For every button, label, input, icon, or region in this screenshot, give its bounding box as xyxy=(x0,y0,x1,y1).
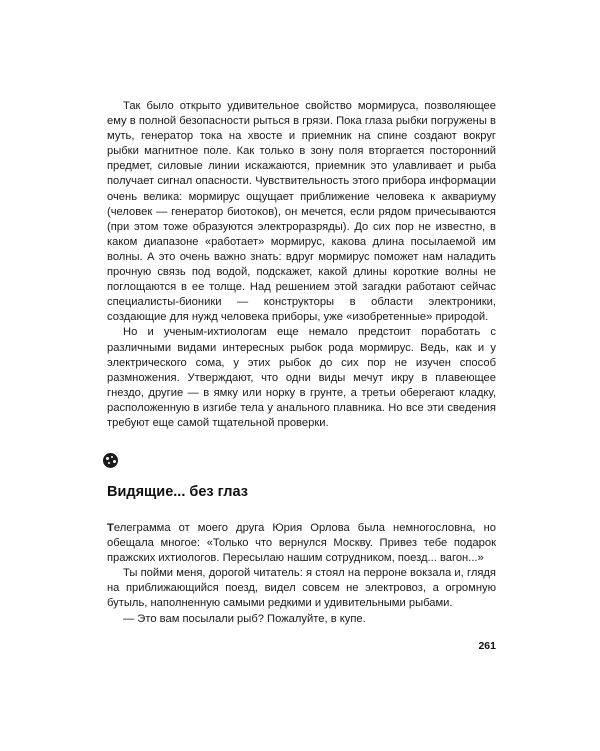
section-ornament-icon xyxy=(103,453,118,468)
paragraph-telegram-text: елеграмма от моего друга Юрия Орлова была немногословна, но обещала многое: «Только что вернулся Москву. Привез тебе подарок пражских ихтиологов. Пересылаю нашим сотрудником, поезд... вагон...» xyxy=(107,522,496,565)
paragraph-dialogue: — Это вам посылали рыб? Пожалуйте, в купе. xyxy=(123,612,366,625)
paragraph-mormyrus-breeding: Но и ученым-ихтиологам еще немало предстоит поработать с различными видами интересных рыбок рода мормирус. Ведь, как и у электрического сома, у этих рыбок до сих пор не изучен способ размножения. Утверждают, что одни виды мечут икру в плавеющее гнездо, другие — в ямку или норку в грунте, а третьи оберегают кладку, расположенную в изгибе тела у анального плавника. Но все эти сведения требуют еще самой тщательной проверки. xyxy=(107,326,496,429)
body-text xyxy=(107,99,496,431)
paragraph-telegram xyxy=(107,521,496,566)
paragraph-mormyrus-sense: Так было открыто удивительное свойство мормируса, позволяющее ему в полной безопасности рыться в грязи. Пока глаза рыбки погружены в муть, генератор тока на хвосте и приемник на спине создают вокруг рыбки магнитное поле. Как только в зону поля вторгается посторонний предмет, силовые линии искажаются, приемник это улавливает и рыба получает сигнал опасности. Чувствительность этого прибора информации очень велика: мормирус ощущает приближение человека к аквариуму (человек — генератор биотоков), он мечется, если рядом причесываются (при этом тоже образуются электроразряды). До сих пор не известно, в каком диапазоне «работает» мормирус, какова длина посылаемой им волны. А это очень важно знать: вдруг мормирус поможет нам наладить прочную связь под водой, подскажет, какой длины короткие волны не поглощаются в ее толще. Над решением этой загадки работают сейчас специалисты-бионики — конструкторы в области электроники, создающие для нужд человека приборы, уже «изобретенные» природой. xyxy=(107,100,496,324)
section-heading: Видящие... без глаз xyxy=(107,484,248,500)
page-number: 261 xyxy=(478,640,496,652)
lead-capital: Т xyxy=(107,522,114,534)
section-text xyxy=(107,521,496,627)
paragraph-station: Ты пойми меня, дорогой читатель: я стоял на перроне вокзала и, глядя на приближающийся поезд, видел совсем не электровоз, а огромную бутыль, наполненную самыми редкими и удивительными рыбами. xyxy=(107,567,496,610)
